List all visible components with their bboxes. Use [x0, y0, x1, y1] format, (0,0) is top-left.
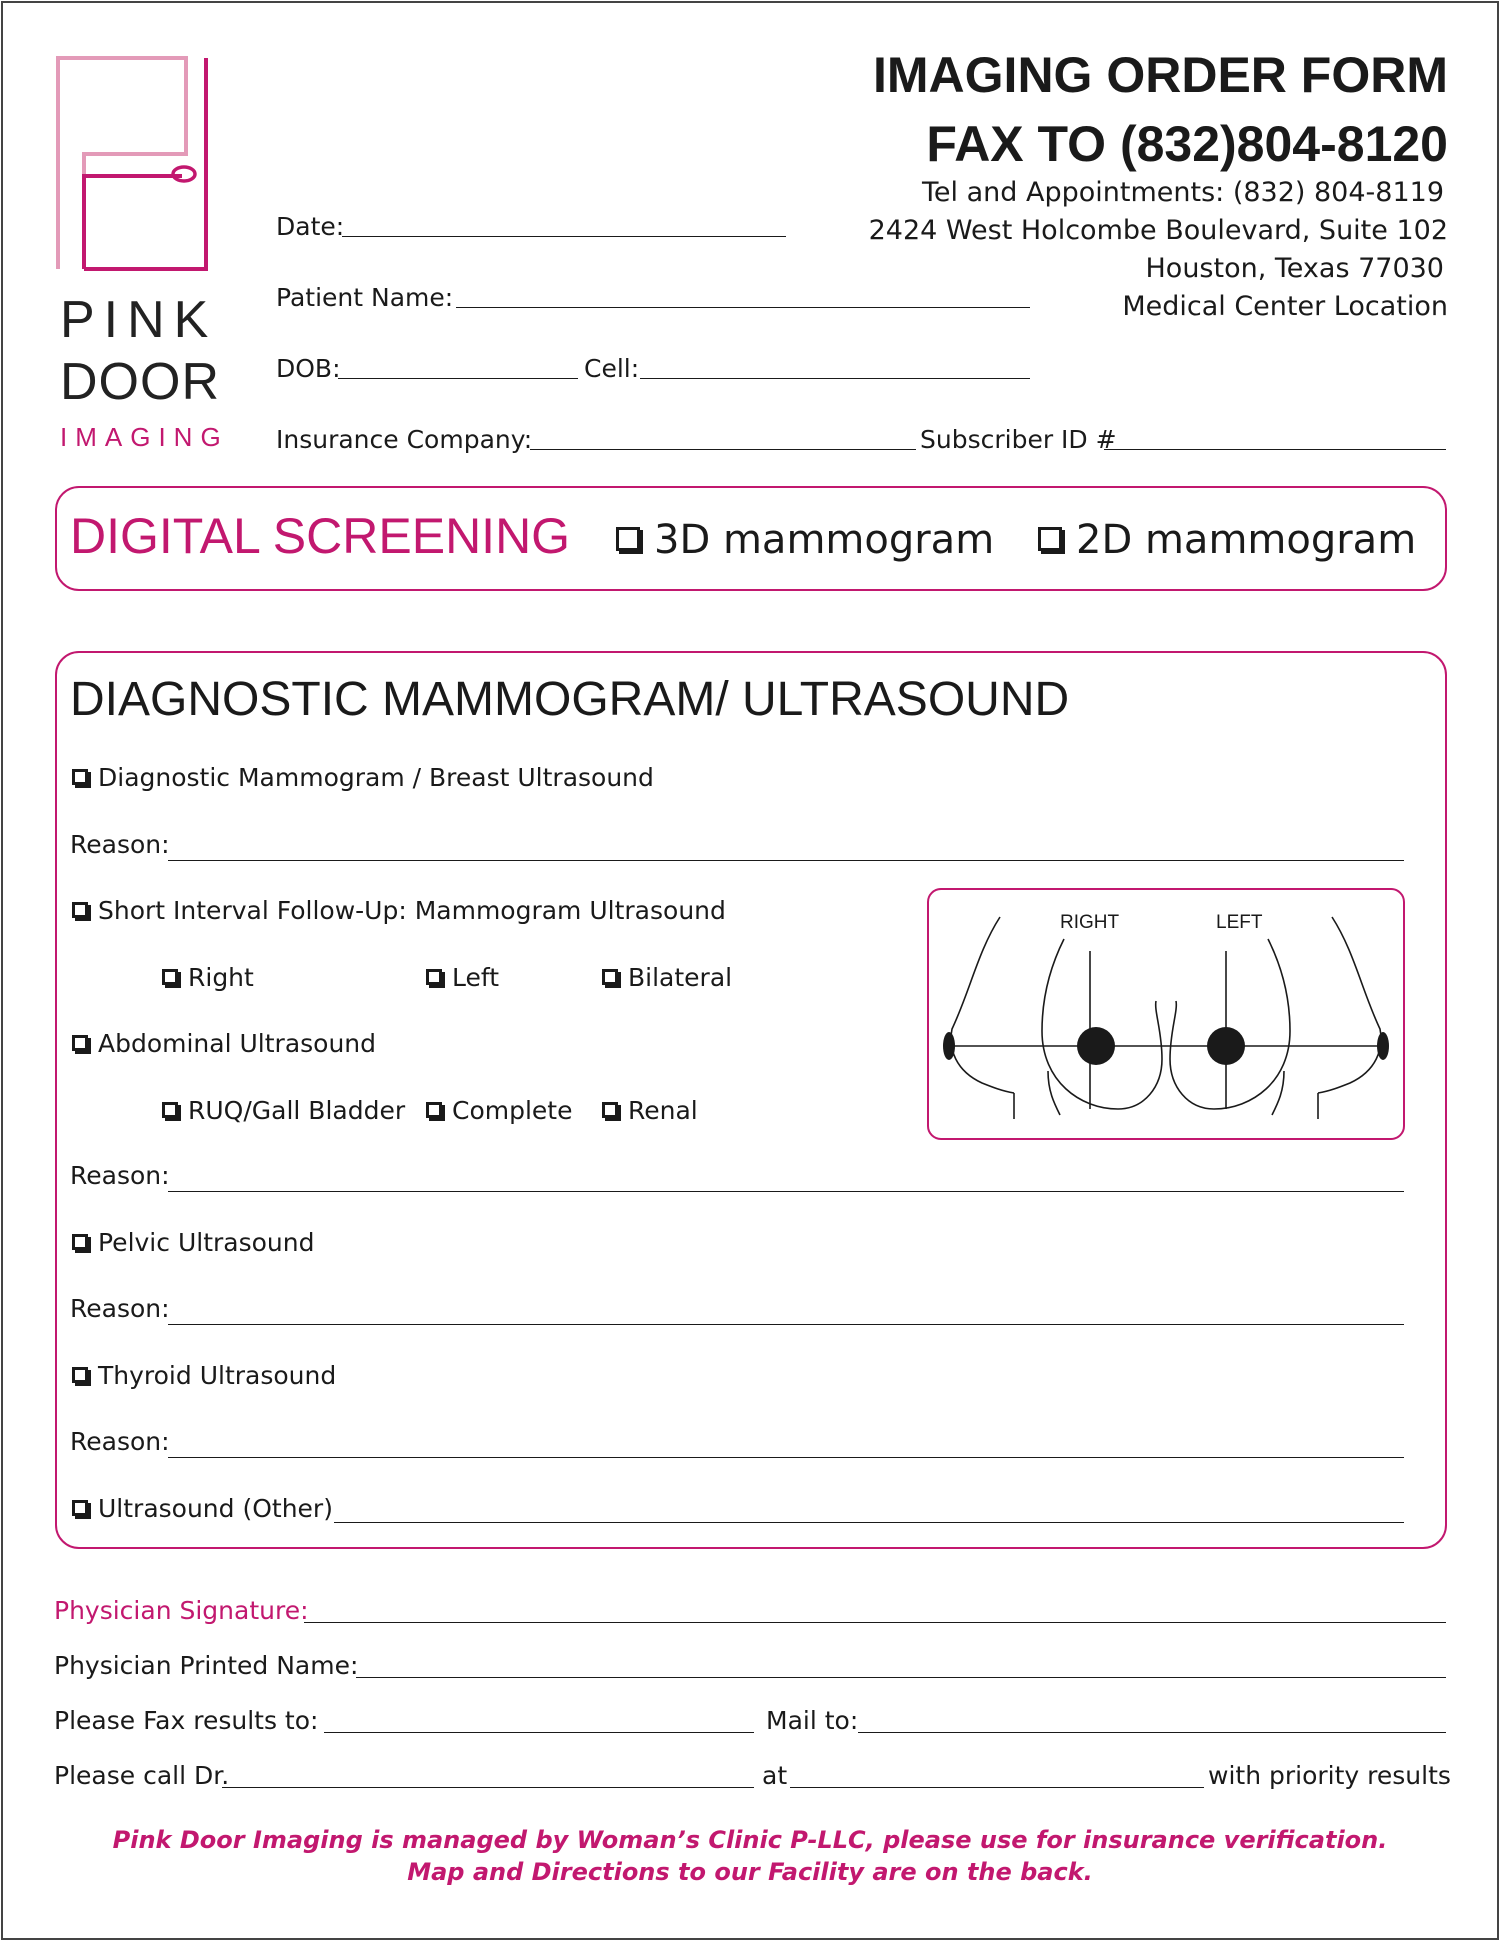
mail-to-label: Mail to:: [766, 1706, 859, 1735]
call-dr-label: Please call Dr.: [54, 1761, 230, 1790]
checkbox-2d[interactable]: [1038, 527, 1062, 551]
checkbox-bilateral[interactable]: [602, 969, 618, 985]
fax-results-label: Please Fax results to:: [54, 1706, 319, 1735]
at-label: at: [762, 1761, 788, 1790]
physician-signature-field[interactable]: [304, 1622, 1446, 1623]
mail-to-field[interactable]: [858, 1732, 1446, 1733]
checkbox-diag-mammo[interactable]: [72, 769, 88, 785]
reason-label-3: Reason:: [70, 1294, 170, 1323]
diagram-right-label: RIGHT: [1060, 912, 1120, 933]
physician-printed-name-label: Physician Printed Name:: [54, 1651, 359, 1680]
physician-signature-label: Physician Signature:: [54, 1596, 309, 1625]
thyroid-option[interactable]: [72, 1361, 336, 1390]
left-label: Left: [452, 963, 500, 992]
right-option[interactable]: [162, 963, 254, 992]
diag-mammo-option[interactable]: [72, 763, 654, 792]
patient-name-label: Patient Name:: [276, 283, 454, 312]
option-2d-label: 2D mammogram: [1076, 517, 1417, 563]
checkbox-ultrasound-other[interactable]: [72, 1500, 88, 1516]
complete-label: Complete: [452, 1096, 573, 1125]
address-line-1: Tel and Appointments: (832) 804-8119: [922, 177, 1444, 208]
footer-line-1: Pink Door Imaging is managed by Woman’s Clinic P-LLC, please use for insurance verification.: [112, 1826, 1388, 1854]
pelvic-option[interactable]: [72, 1228, 314, 1257]
thyroid-label: Thyroid Ultrasound: [98, 1361, 337, 1390]
abdominal-label: Abdominal Ultrasound: [98, 1029, 377, 1058]
renal-label: Renal: [628, 1096, 698, 1125]
option-2d-mammogram[interactable]: [1038, 517, 1416, 563]
right-label: Right: [188, 963, 254, 992]
cell-field[interactable]: [640, 378, 1030, 379]
form-title: IMAGING ORDER FORM: [873, 47, 1448, 103]
date-label: Date:: [276, 212, 345, 241]
reason-field-1[interactable]: [168, 860, 1404, 861]
reason-field-4[interactable]: [168, 1457, 1404, 1458]
renal-option[interactable]: [602, 1096, 698, 1125]
patient-name-field[interactable]: [456, 307, 1030, 308]
logo-door: DOOR: [60, 353, 220, 411]
subscriber-id-field[interactable]: [1104, 449, 1446, 450]
checkbox-renal[interactable]: [602, 1102, 618, 1118]
date-field[interactable]: [342, 236, 786, 237]
ultrasound-other-field[interactable]: [334, 1522, 1404, 1523]
checkbox-pelvic[interactable]: [72, 1234, 88, 1250]
diagram-left-label: LEFT: [1216, 912, 1263, 933]
diagnostic-title: DIAGNOSTIC MAMMOGRAM/ ULTRASOUND: [70, 673, 1070, 726]
diag-mammo-label: Diagnostic Mammogram / Breast Ultrasound: [98, 763, 654, 792]
reason-field-2[interactable]: [168, 1191, 1404, 1192]
reason-label-4: Reason:: [70, 1427, 170, 1456]
dob-field[interactable]: [338, 378, 578, 379]
checkbox-complete[interactable]: [426, 1102, 442, 1118]
digital-screening-title: DIGITAL SCREENING: [70, 508, 571, 564]
at-field[interactable]: [790, 1787, 1204, 1788]
insurance-field[interactable]: [530, 449, 916, 450]
checkbox-3d[interactable]: [616, 527, 640, 551]
reason-field-3[interactable]: [168, 1324, 1404, 1325]
fax-results-field[interactable]: [324, 1732, 754, 1733]
logo-pink: PINK: [60, 291, 218, 349]
footer-line-2: Map and Directions to our Facility are on the back.: [407, 1858, 1093, 1886]
option-3d-label: 3D mammogram: [654, 517, 995, 563]
ruq-label: RUQ/Gall Bladder: [188, 1096, 406, 1125]
pelvic-label: Pelvic Ultrasound: [98, 1228, 315, 1257]
address-line-4: Medical Center Location: [1122, 291, 1448, 322]
ruq-option[interactable]: [162, 1096, 405, 1125]
checkbox-ruq[interactable]: [162, 1102, 178, 1118]
priority-results-label: with priority results: [1208, 1761, 1451, 1790]
checkbox-left[interactable]: [426, 969, 442, 985]
ultrasound-other-label: Ultrasound (Other): [98, 1494, 333, 1523]
reason-label-2: Reason:: [70, 1161, 170, 1190]
complete-option[interactable]: [426, 1096, 572, 1125]
short-interval-option[interactable]: [72, 896, 726, 925]
fax-number: FAX TO (832)804-8120: [926, 116, 1448, 172]
abdominal-option[interactable]: [72, 1029, 376, 1058]
call-dr-field[interactable]: [222, 1787, 754, 1788]
ultrasound-other-option[interactable]: [72, 1494, 333, 1523]
dob-label: DOB:: [276, 354, 341, 383]
physician-printed-name-field[interactable]: [356, 1677, 1446, 1678]
bilateral-option[interactable]: [602, 963, 732, 992]
cell-label: Cell:: [584, 354, 640, 383]
checkbox-thyroid[interactable]: [72, 1367, 88, 1383]
option-3d-mammogram[interactable]: [616, 517, 994, 563]
address-line-3: Houston, Texas 77030: [1145, 253, 1444, 284]
subscriber-id-label: Subscriber ID #: [920, 425, 1117, 454]
breast-diagram-icon[interactable]: [930, 891, 1402, 1137]
checkbox-right[interactable]: [162, 969, 178, 985]
insurance-label: Insurance Company:: [276, 425, 533, 454]
checkbox-abdominal[interactable]: [72, 1035, 88, 1051]
left-option[interactable]: [426, 963, 499, 992]
pink-door-logo-icon: [56, 56, 214, 274]
address-line-2: 2424 West Holcombe Boulevard, Suite 102: [868, 215, 1448, 246]
bilateral-label: Bilateral: [628, 963, 733, 992]
short-interval-label: Short Interval Follow-Up: Mammogram Ultrasound: [98, 896, 726, 925]
logo-imaging: IMAGING: [60, 422, 229, 452]
checkbox-short-interval[interactable]: [72, 902, 88, 918]
reason-label-1: Reason:: [70, 830, 170, 859]
